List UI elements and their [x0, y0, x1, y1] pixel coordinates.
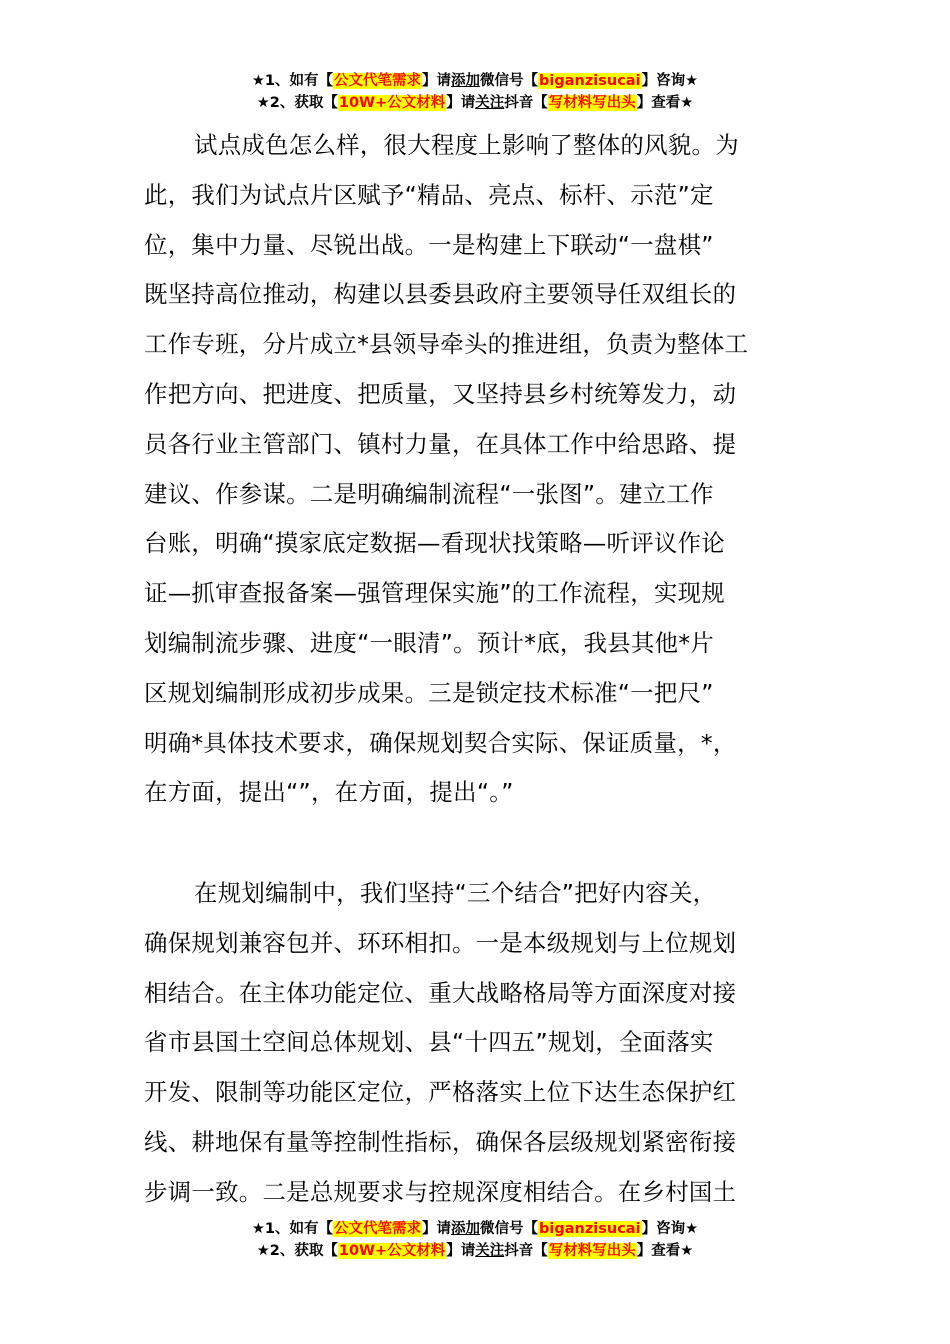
text-line: 划编制流步骤、进度“一眼清”。预计*底，我县其他*片 [144, 628, 715, 657]
text-line: 既坚持高位推动，构建以县委县政府主要领导任双组长的 [144, 280, 737, 309]
highlight-materials: 10W+公文材料 [338, 1243, 446, 1259]
highlight-wechat-id: biganzisucai [539, 73, 641, 89]
banner-line-1 [0, 70, 950, 92]
footer-banner [0, 1218, 950, 1262]
text-line: 省市县国土空间总体规划、县“十四五”规划，全面落实 [144, 1028, 714, 1057]
highlight-service: 公文代笔需求 [334, 73, 422, 89]
text-line: 建议、作参谋。二是明确编制流程“一张图”。建立工作 [144, 479, 714, 508]
header-banner [0, 70, 950, 114]
banner-text: 】咨询★ [641, 1221, 699, 1237]
banner-text: ★2、获取【 [256, 95, 338, 111]
banner-text: 】查看★ [636, 95, 694, 111]
text-line: 试点成色怎么样，很大程度上影响了整体的风貌。为 [194, 131, 739, 159]
text-line: 相结合。在主体功能定位、重大战略格局等方面深度对接 [144, 978, 737, 1007]
banner-text: 抖音【 [504, 1243, 548, 1259]
banner-text: 】请 [446, 95, 476, 111]
text-line: 区规划编制形成初步成果。三是锁定技术标准“一把尺” [144, 678, 714, 707]
text-line: 明确*具体技术要求，确保规划契合实际、保证质量，*， [144, 728, 737, 757]
highlight-service: 公文代笔需求 [334, 1221, 422, 1237]
banner-text: ★1、如有【 [251, 1221, 334, 1237]
text-line: 作把方向、把进度、把质量，又坚持县乡村统筹发力，动 [144, 379, 737, 408]
banner-underlined-text: 添加 [451, 1221, 481, 1237]
text-line: 位，集中力量、尽锐出战。一是构建上下联动“一盘棋” [144, 230, 714, 259]
text-line: 证—抓审查报备案—强管理保实施”的工作流程，实现规 [144, 579, 725, 608]
banner-line-1 [0, 1218, 950, 1240]
highlight-materials: 10W+公文材料 [338, 95, 446, 111]
paragraph-2 [144, 869, 812, 1218]
banner-text: ★1、如有【 [251, 73, 334, 89]
paragraph-1 [144, 121, 812, 818]
banner-text: 】查看★ [636, 1243, 694, 1259]
banner-text: 微信号【 [480, 1221, 539, 1237]
banner-text: 】请 [422, 73, 452, 89]
text-line: 员各行业主管部门、镇村力量，在具体工作中给思路、提 [144, 429, 737, 458]
text-line: 在方面，提出“”，在方面，提出“。” [144, 778, 514, 807]
text-line: 此，我们为试点片区赋予“精品、亮点、标杆、示范”定 [144, 180, 714, 209]
banner-underlined-text: 关注 [475, 95, 505, 111]
highlight-wechat-id: biganzisucai [539, 1221, 641, 1237]
banner-underlined-text: 关注 [475, 1243, 505, 1259]
text-line: 在规划编制中，我们坚持“三个结合”把好内容关， [194, 879, 717, 907]
banner-text: 】请 [446, 1243, 476, 1259]
banner-text: 】咨询★ [641, 73, 699, 89]
banner-text: 】请 [422, 1221, 452, 1237]
text-line: 台账，明确“摸家底定数据—看现状找策略—听评议作论 [144, 529, 725, 558]
banner-text: 抖音【 [504, 95, 548, 111]
highlight-douyin-account: 写材料写出头 [548, 95, 636, 111]
text-line: 工作专班，分片成立*县领导牵头的推进组，负责为整体工 [144, 330, 749, 359]
text-line: 线、耕地保有量等控制性指标，确保各层级规划紧密衔接 [144, 1127, 737, 1156]
highlight-douyin-account: 写材料写出头 [548, 1243, 636, 1259]
text-line: 开发、限制等功能区定位，严格落实上位下达生态保护红 [144, 1078, 737, 1107]
banner-line-2 [0, 92, 950, 114]
banner-text: 微信号【 [480, 73, 539, 89]
text-line: 确保规划兼容包并、环环相扣。一是本级规划与上位规划 [144, 928, 737, 957]
banner-text: ★2、获取【 [256, 1243, 338, 1259]
banner-line-2 [0, 1240, 950, 1262]
banner-underlined-text: 添加 [451, 73, 481, 89]
text-line: 步调一致。二是总规要求与控规深度相结合。在乡村国土 [144, 1177, 737, 1206]
